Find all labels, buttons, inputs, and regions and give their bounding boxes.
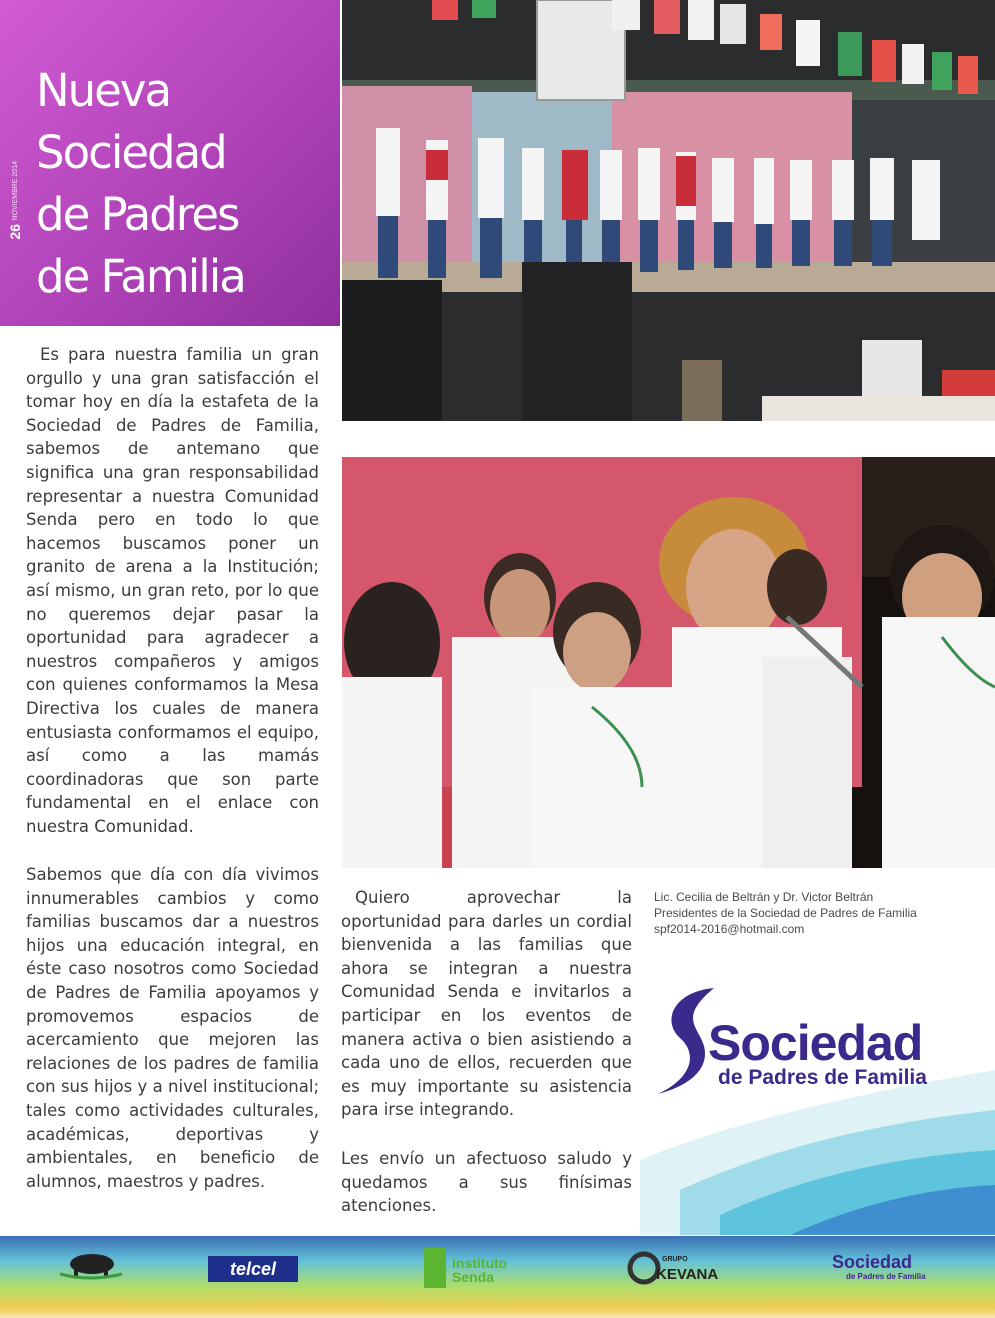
- sociedad-logo: Sociedad: [708, 1015, 923, 1071]
- senda-line-2: Senda: [452, 1269, 495, 1285]
- body-paragraph-3: Quiero aprovechar la oportunidad para darles un cordial bienvenida a las familias que ahora se integran a nuestra Comunidad Senda e invitarlos a participar en los eventos de manera activa o bien asistiendo a cada uno de ellos, recuerden que es muy importante su asistencia para irse integrando.: [341, 888, 632, 1120]
- title-line: de Familia: [36, 250, 245, 303]
- kevana-name: KEVANA: [656, 1266, 719, 1283]
- body-paragraph-2: Sabemos que día con día vivimos innumerables cambios y como familias buscamos dar a nuestros hijos una educación integral, en éste caso nosotros como Sociedad de Padres de Familia apoyamos y promovemos espacios de acercamiento que mejoren las relaciones de los padres de familia con sus hijos y a nivel institucional; tales como actividades culturales, académicas, deportivas y ambientales, en beneficio de alumnos, maestros y padres.: [26, 865, 319, 1191]
- sociedad-footer-sub: de Padres de Familia: [846, 1272, 926, 1281]
- kevana-logo: [626, 1248, 736, 1288]
- caption-email: spf2014-2016@hotmail.com: [654, 922, 805, 936]
- instituto-senda-logo: [424, 1248, 524, 1288]
- article-title: [36, 60, 245, 308]
- title-line: Sociedad: [36, 126, 226, 179]
- caption-role: Presidentes de la Sociedad de Padres de Familia: [654, 906, 917, 920]
- senda-line-1: Instituto: [452, 1255, 508, 1271]
- photo-caption: [654, 889, 984, 937]
- page-number: 26: [7, 224, 23, 240]
- photo-stage-group: [342, 0, 995, 421]
- body-paragraph-1: Es para nuestra familia un gran orgullo y una gran satisfacción el tomar hoy en día la estafeta de la Sociedad de Padres de Familia, sabemos de antemano que significa una gran responsabilidad representar a nuestra Comunidad Senda pero en todo lo que hacemos buscamos poner un granito de arena a la Institución; así mismo, un gran reto, por lo que no queremos dejar pasar la oportunidad para agradecer a nuestros compañeros y amigos con quienes conformamos la Mesa Directiva los cuales de manera entusiasta conformamos el equipo, así como a las mamás coordinadoras que son parte fundamental en el enlace con nuestra Comunidad.: [26, 345, 319, 836]
- telcel-logo: telcel: [208, 1256, 298, 1282]
- title-line: Nueva: [36, 64, 171, 117]
- sociedad-footer-logo: [832, 1250, 932, 1290]
- kevana-small: GRUPO: [662, 1256, 688, 1263]
- title-line: de Padres: [36, 188, 239, 241]
- sociedad-footer-main: Sociedad: [832, 1252, 913, 1272]
- photo-stage-group-image: [342, 0, 995, 421]
- senda-mark-icon: [424, 1248, 446, 1288]
- bull-logo-icon: [50, 1244, 130, 1284]
- page-strip: [8, 30, 22, 240]
- photo-speakers-image: [342, 457, 995, 868]
- sociedad-logo-subtitle: de Padres de Familia: [718, 1066, 927, 1089]
- title-panel: [0, 0, 340, 326]
- body-paragraph-4: Les envío un afectuoso saludo y quedamos a sus finísimas atenciones.: [341, 1149, 632, 1216]
- issue-label: NOVIEMBRE 2014: [11, 160, 19, 221]
- photo-speakers: [342, 457, 995, 868]
- caption-names: Lic. Cecilia de Beltrán y Dr. Victor Beltrán: [654, 890, 874, 904]
